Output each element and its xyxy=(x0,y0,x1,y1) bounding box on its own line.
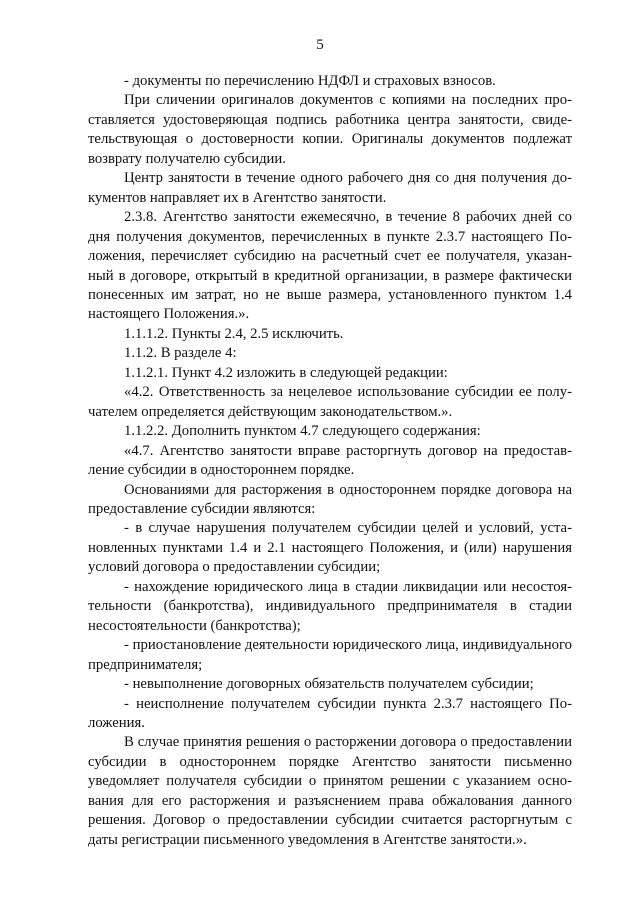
list-item-suspension: - приостановление деятельности юридического лица, индивидуального предпринимателя; xyxy=(88,637,572,673)
page-number: 5 xyxy=(316,37,324,53)
paragraph-employment-center-forwarding: Центр занятости в течение одного рабочего дня со дня получения документов направляет их в Агентство занятости. xyxy=(88,170,572,206)
list-item-non-fulfillment: - невыполнение договорных обязательств получателем субсидии; xyxy=(124,676,534,693)
paragraph-clause-1-1-2: 1.1.2. В разделе 4: xyxy=(124,345,237,362)
list-item-liquidation: - нахождение юридического лица в стадии ликвидации или несостоятельности (банкротства), индивидуального предпринимателя в стадии несостоятельности (банкротства); xyxy=(88,578,572,634)
paragraph-termination-notice: В случае принятия решения о расторжении договора о предоставлении субсидии в одностороннем порядке Агентство занятости письменно уведомляет получателя субсидии о принятом решении с указанием основания для его расторжения и разъяснением права обжалования данного решения. Договор о предоставлении субсидии считается расторгнутым с даты регистрации письменного уведомления в Агентстве занятости.». xyxy=(88,734,572,848)
paragraph-copy-certification: При сличении оригиналов документов с копиями на последних проставляется удостоверяющая подпись работника центра занятости, свидетельствующая о достоверности копии. Оригиналы документов подлежат возврату получателю субсидии. xyxy=(88,92,572,167)
paragraph-clause-4-7: «4.7. Агентство занятости вправе расторгнуть договор на предоставление субсидии в одностороннем порядке. xyxy=(88,442,572,479)
paragraph-clause-1-1-2-2: 1.1.2.2. Дополнить пунктом 4.7 следующего содержания: xyxy=(124,423,481,440)
paragraph-clause-4-2: «4.2. Ответственность за нецелевое использование субсидии ее получателем определяется действующим законодательством.». xyxy=(88,384,572,420)
list-item-violation: - в случае нарушения получателем субсидии целей и условий, установленных пунктами 1.4 и 2.1 настоящего Положения, и (или) нарушения условий договора о предоставлении субсидии; xyxy=(88,520,572,576)
paragraph-clause-1-1-1-2: 1.1.1.2. Пункты 2.4, 2.5 исключить. xyxy=(124,325,344,342)
list-item-non-execution-2-3-7: - неисполнение получателем субсидии пункта 2.3.7 настоящего Положения. xyxy=(88,695,572,731)
paragraph-clause-2-3-8: 2.3.8. Агентство занятости ежемесячно, в течение 8 рабочих дней со дня получения документов, перечисленных в пункте 2.3.7 настоящего Положения, перечисляет субсидию на расчетный счет ее получателя, указанный в договоре, открытый в кредитной организации, в размере фактически понесенных им затрат, но не выше размера, установленного пунктом 1.4 настоящего Положения.». xyxy=(88,209,572,323)
document-body xyxy=(88,72,572,850)
paragraph-termination-grounds: Основаниями для расторжения в одностороннем порядке договора на предоставление субсидии являются: xyxy=(88,481,572,517)
paragraph-ndfl-documents: - документы по перечислению НДФЛ и страховых взносов. xyxy=(124,73,496,89)
paragraph-clause-1-1-2-1: 1.1.2.1. Пункт 4.2 изложить в следующей редакции: xyxy=(124,364,448,381)
